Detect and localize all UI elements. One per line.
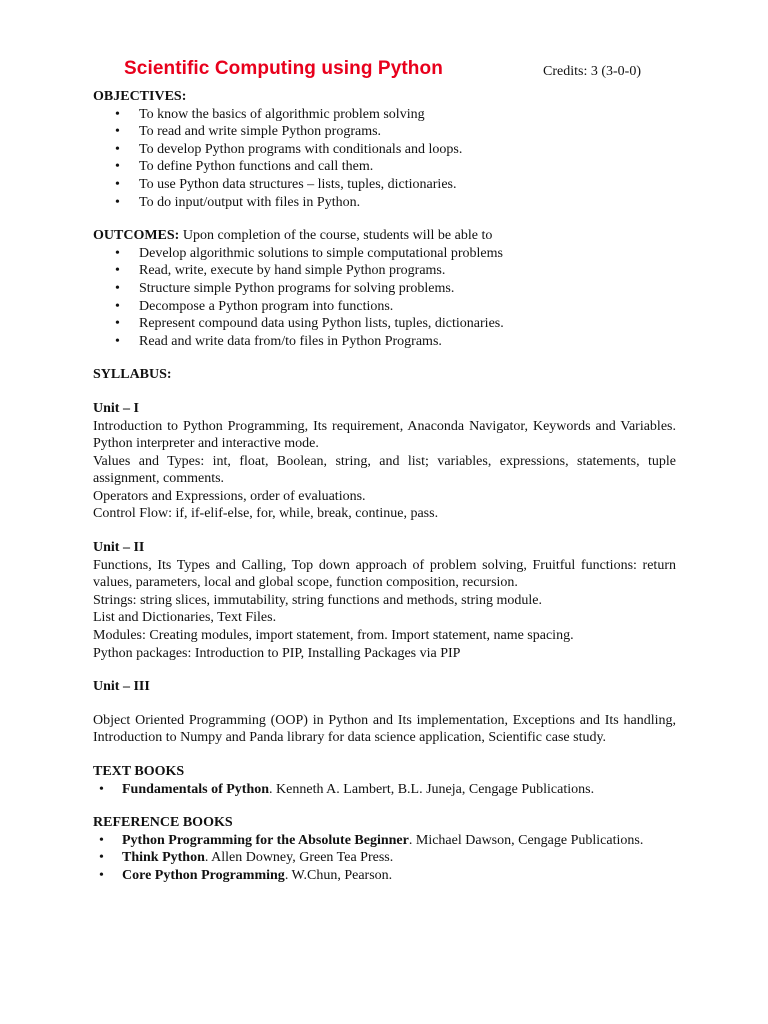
book-details: . Kenneth A. Lambert, B.L. Juneja, Cengage Publications. [269, 781, 595, 797]
unit-2-paragraph: Python packages: Introduction to PIP, Installing Packages via PIP [93, 645, 461, 661]
objective-item: • To develop Python programs with conditionals and loops. [93, 141, 676, 159]
text-books-list [93, 781, 676, 799]
reference-book-item [93, 849, 676, 867]
objectives-list [93, 106, 676, 212]
outcome-item: • Read and write data from/to files in Python Programs. [93, 333, 676, 351]
credits-label: Credits: 3 (3-0-0) [543, 64, 641, 79]
unit-1-paragraph: Values and Types: int, float, Boolean, string, and list; variables, expressions, statements, tuple assignment, comments. [93, 453, 676, 487]
unit-2-paragraph: List and Dictionaries, Text Files. [93, 610, 277, 626]
reference-books-heading: REFERENCE BOOKS [93, 815, 233, 831]
book-title: Python Programming for the Absolute Beginner [122, 832, 409, 848]
document-body [93, 88, 676, 885]
book-title: Core Python Programming [122, 867, 285, 883]
objective-item: • To read and write simple Python programs. [93, 123, 676, 141]
objective-item: • To define Python functions and call them. [93, 158, 676, 176]
book-details: . Michael Dawson, Cengage Publications. [408, 832, 644, 848]
unit-3-heading: Unit – III [93, 679, 150, 695]
outcome-item: • Develop algorithmic solutions to simple computational problems [93, 245, 676, 263]
outcomes-intro [93, 227, 676, 245]
reference-books-list [93, 832, 676, 885]
objective-item: • To use Python data structures – lists, tuples, dictionaries. [93, 176, 676, 194]
unit-1-heading: Unit – I [93, 400, 139, 416]
unit-2-heading: Unit – II [93, 540, 145, 556]
outcome-item: • Represent compound data using Python lists, tuples, dictionaries. [93, 315, 676, 333]
text-book-item [93, 781, 676, 799]
unit-2-paragraph: Strings: string slices, immutability, string functions and methods, string module. [93, 592, 543, 608]
unit-3-paragraph: Object Oriented Programming (OOP) in Python and Its implementation, Exceptions and Its handling, Introduction to Numpy and Panda library for data science application, Scientific case study. [93, 712, 676, 746]
outcome-item: • Decompose a Python program into functions. [93, 298, 676, 316]
book-details: . W.Chun, Pearson. [284, 867, 393, 883]
unit-1-paragraph: Introduction to Python Programming, Its requirement, Anaconda Navigator, Keywords and Variables. Python interpreter and interactive mode. [93, 418, 676, 452]
unit-1-paragraph: Operators and Expressions, order of evaluations. [93, 488, 366, 504]
outcomes-lead: Upon completion of the course, students will be able to [182, 228, 493, 244]
objectives-heading: OBJECTIVES: [93, 89, 187, 104]
unit-1-paragraph: Control Flow: if, if-elif-else, for, while, break, continue, pass. [93, 506, 439, 522]
unit-2-paragraph: Modules: Creating modules, import statement, from. Import statement, name spacing. [93, 628, 574, 644]
reference-book-item [93, 867, 676, 885]
book-title: Think Python [122, 850, 205, 866]
reference-book-item [93, 832, 676, 850]
text-books-heading: TEXT BOOKS [93, 764, 185, 779]
unit-2-paragraph: Functions, Its Types and Calling, Top down approach of problem solving, Fruitful functions: return values, parameters, local and global scope, function composition, recursion. [93, 557, 676, 591]
objective-item: • To know the basics of algorithmic problem solving [93, 106, 676, 124]
objective-item: • To do input/output with files in Python. [93, 194, 676, 212]
book-details: . Allen Downey, Green Tea Press. [204, 850, 394, 866]
outcome-item: • Read, write, execute by hand simple Python programs. [93, 262, 676, 280]
outcomes-list [93, 245, 676, 351]
outcome-item: • Structure simple Python programs for solving problems. [93, 280, 676, 298]
book-title: Fundamentals of Python [122, 781, 270, 797]
outcomes-heading: OUTCOMES: [93, 228, 180, 244]
page-title: Scientific Computing using Python [124, 58, 443, 79]
syllabus-heading: SYLLABUS: [93, 367, 172, 383]
